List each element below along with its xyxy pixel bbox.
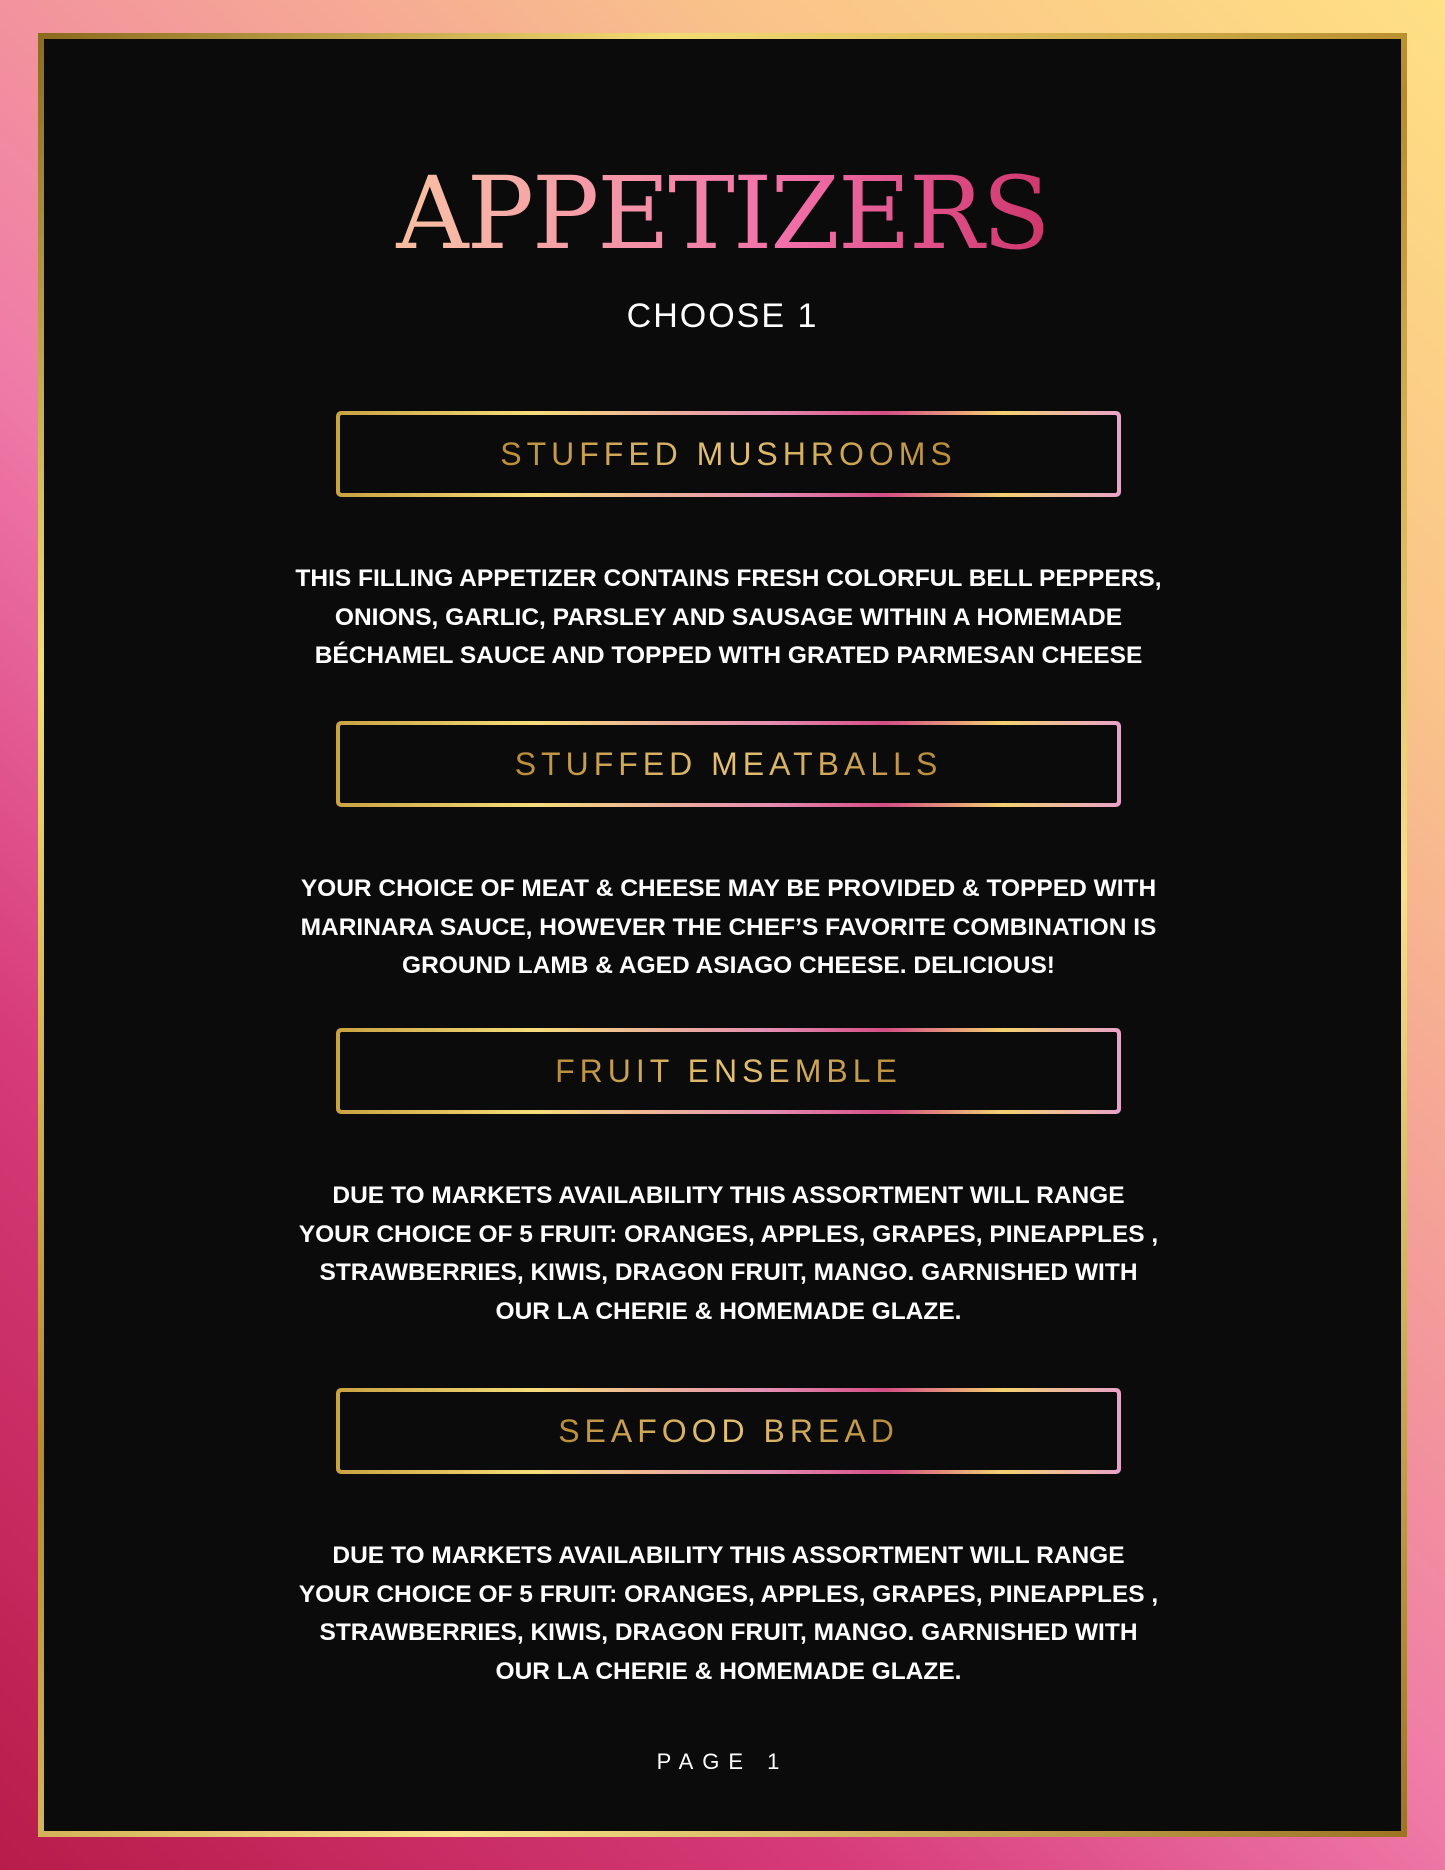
- description-line: DUE TO MARKETS AVAILABILITY THIS ASSORTMENT WILL RANGE: [332, 1182, 1125, 1209]
- menu-item-header: [336, 721, 1121, 807]
- description-line: DUE TO MARKETS AVAILABILITY THIS ASSORTMENT WILL RANGE: [332, 1542, 1125, 1569]
- menu-item-header-box: [340, 725, 1117, 803]
- menu-item-header-box: [340, 415, 1117, 493]
- menu-item-description: [244, 1537, 1213, 1691]
- menu-item-header-box: [340, 1032, 1117, 1110]
- page-number: PAGE 1: [656, 1749, 789, 1774]
- menu-item-name: FRUIT ENSEMBLE: [555, 1052, 902, 1089]
- menu-item-name: SEAFOOD BREAD: [558, 1412, 899, 1449]
- description-line: OUR LA CHERIE & HOMEMADE GLAZE.: [495, 1297, 962, 1325]
- description-line: OUR LA CHERIE & HOMEMADE GLAZE.: [495, 1657, 962, 1685]
- description-line: YOUR CHOICE OF 5 FRUIT: ORANGES, APPLES, GRAPES, PINEAPPLES ,: [298, 1220, 1159, 1248]
- menu-item-description: [244, 560, 1213, 676]
- menu-item-name: STUFFED MUSHROOMS: [500, 435, 957, 472]
- description-line: ONIONS, GARLIC, PARSLEY AND SAUSAGE WITHIN A HOMEMADE: [334, 603, 1123, 631]
- description-line: THIS FILLING APPETIZER CONTAINS FRESH COLORFUL BELL PEPPERS,: [295, 565, 1162, 592]
- page-subtitle: CHOOSE 1: [626, 297, 819, 335]
- description-line: GROUND LAMB & AGED ASIAGO CHEESE. DELICIOUS!: [402, 952, 1055, 979]
- menu-item-name: STUFFED MEATBALLS: [514, 745, 943, 782]
- description-line: YOUR CHOICE OF 5 FRUIT: ORANGES, APPLES, GRAPES, PINEAPPLES ,: [298, 1580, 1159, 1608]
- description-line: YOUR CHOICE OF MEAT & CHEESE MAY BE PROVIDED & TOPPED WITH: [300, 875, 1157, 902]
- menu-item-header: [336, 411, 1121, 497]
- gold-frame: [38, 33, 1407, 1837]
- menu-item-header: [336, 1388, 1121, 1474]
- menu-page: [44, 39, 1401, 1831]
- description-line: STRAWBERRIES, KIWIS, DRAGON FRUIT, MANGO. GARNISHED WITH: [319, 1259, 1138, 1286]
- description-line: BÉCHAMEL SAUCE AND TOPPED WITH GRATED PARMESAN CHEESE: [314, 642, 1143, 669]
- description-line: STRAWBERRIES, KIWIS, DRAGON FRUIT, MANGO. GARNISHED WITH: [319, 1619, 1138, 1646]
- description-line: MARINARA SAUCE, HOWEVER THE CHEF’S FAVORITE COMBINATION IS: [300, 913, 1157, 941]
- page-title: APPETIZERS: [44, 159, 1401, 269]
- menu-item-description: [244, 1177, 1213, 1331]
- menu-item-header-box: [340, 1392, 1117, 1470]
- menu-item-description: [244, 870, 1213, 986]
- menu-item-header: [336, 1028, 1121, 1114]
